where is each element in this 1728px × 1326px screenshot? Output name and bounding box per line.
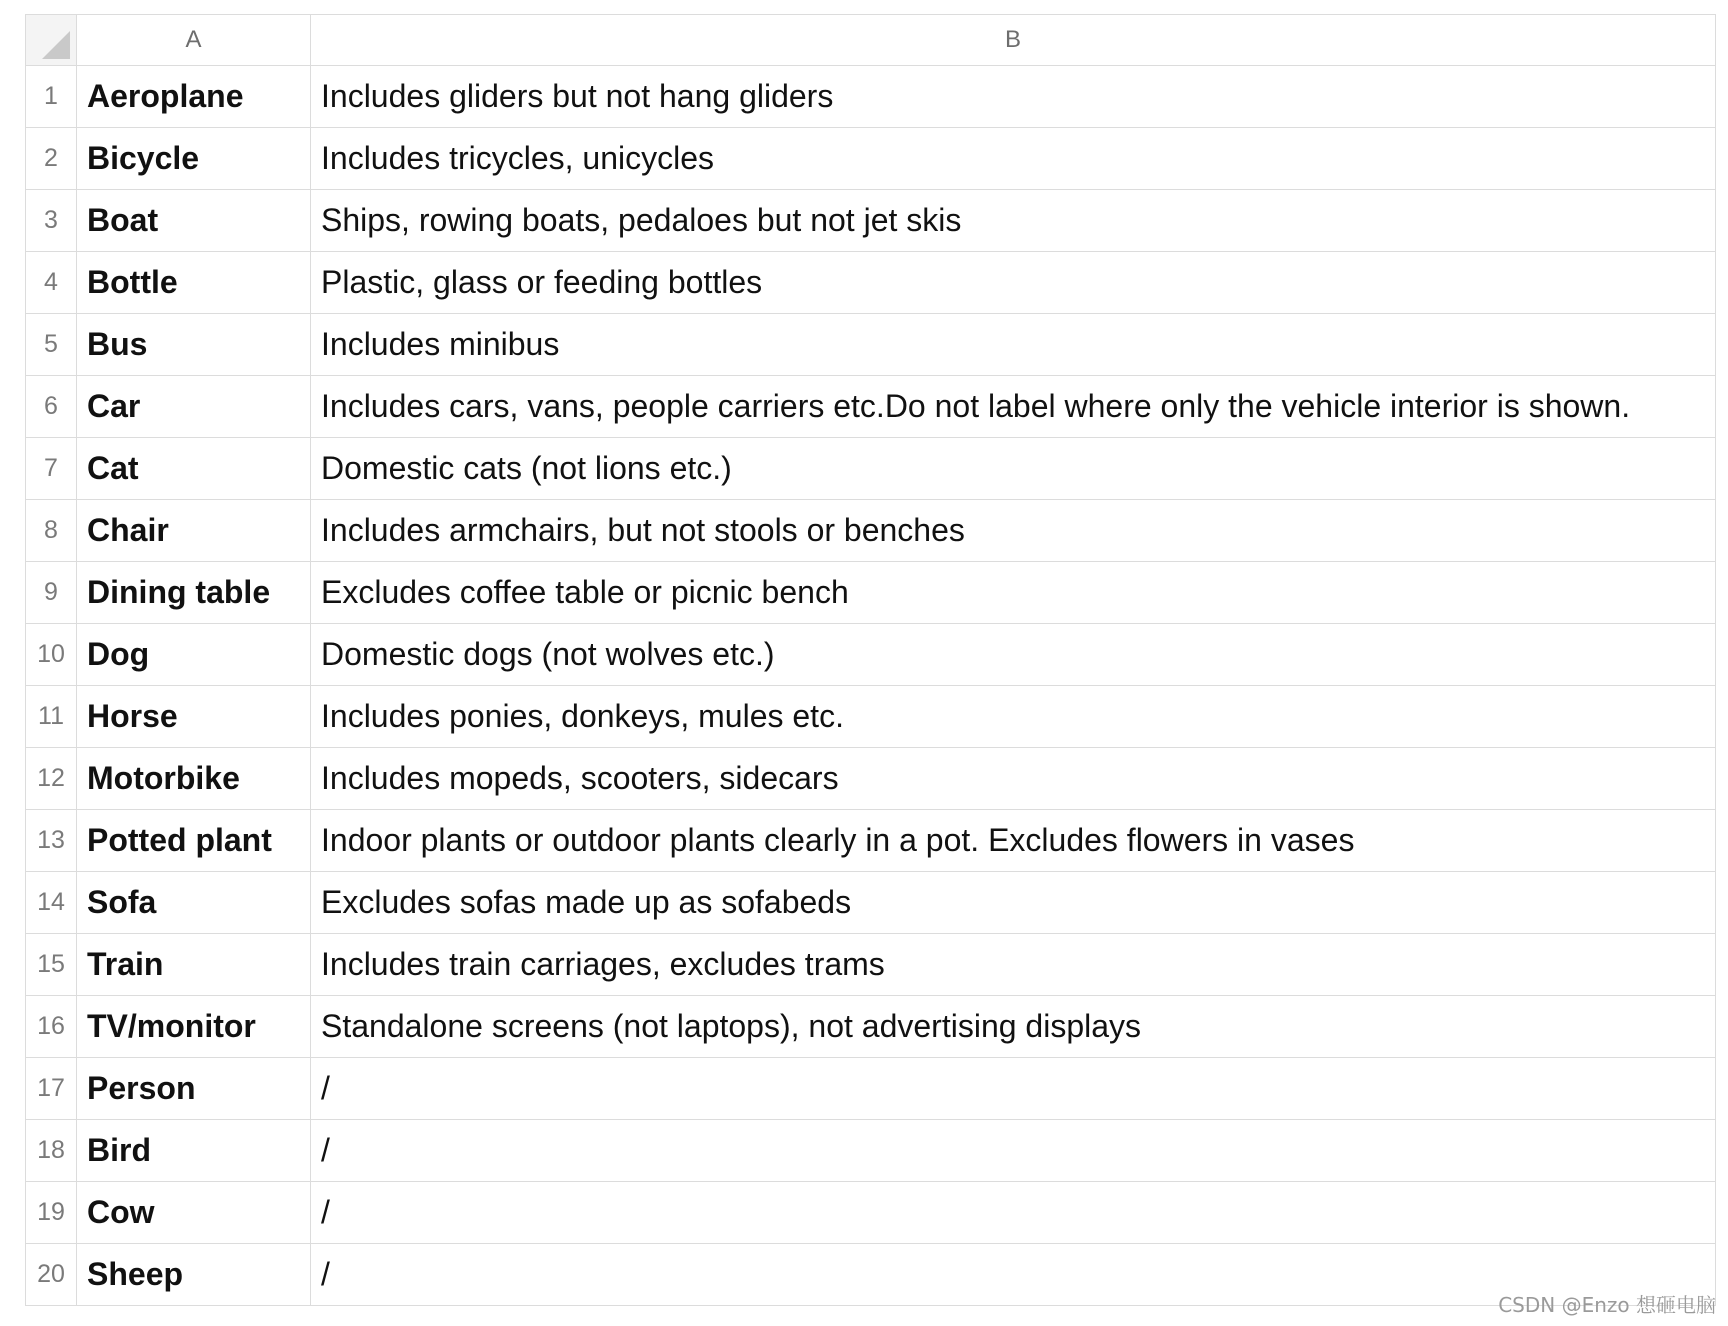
cell-class-name[interactable]: Bottle bbox=[77, 252, 311, 314]
table-row bbox=[26, 376, 1716, 438]
row-header[interactable]: 15 bbox=[26, 934, 77, 996]
cell-description[interactable]: / bbox=[311, 1058, 1716, 1120]
row-header[interactable]: 16 bbox=[26, 996, 77, 1058]
cell-description[interactable]: Includes armchairs, but not stools or benches bbox=[311, 500, 1716, 562]
table-row bbox=[26, 314, 1716, 376]
column-header-b[interactable]: B bbox=[311, 15, 1716, 66]
cell-description[interactable]: Ships, rowing boats, pedaloes but not jet skis bbox=[311, 190, 1716, 252]
table-row bbox=[26, 252, 1716, 314]
table-row bbox=[26, 686, 1716, 748]
watermark: CSDN @Enzo 想砸电脑 bbox=[1498, 1293, 1716, 1317]
cell-class-name[interactable]: Bus bbox=[77, 314, 311, 376]
row-header[interactable]: 4 bbox=[26, 252, 77, 314]
row-header[interactable]: 13 bbox=[26, 810, 77, 872]
cell-class-name[interactable]: Sheep bbox=[77, 1244, 311, 1306]
spreadsheet-grid bbox=[25, 14, 1716, 1306]
cell-class-name[interactable]: Person bbox=[77, 1058, 311, 1120]
table-row bbox=[26, 66, 1716, 128]
cell-description[interactable]: / bbox=[311, 1120, 1716, 1182]
column-header-row bbox=[26, 15, 1716, 66]
table-row bbox=[26, 1058, 1716, 1120]
cell-description[interactable]: Standalone screens (not laptops), not advertising displays bbox=[311, 996, 1716, 1058]
row-header[interactable]: 6 bbox=[26, 376, 77, 438]
row-header[interactable]: 18 bbox=[26, 1120, 77, 1182]
cell-class-name[interactable]: Chair bbox=[77, 500, 311, 562]
table-row bbox=[26, 934, 1716, 996]
cell-class-name[interactable]: Horse bbox=[77, 686, 311, 748]
select-all-triangle-icon bbox=[42, 31, 70, 59]
row-header[interactable]: 20 bbox=[26, 1244, 77, 1306]
cell-class-name[interactable]: Motorbike bbox=[77, 748, 311, 810]
row-header[interactable]: 19 bbox=[26, 1182, 77, 1244]
table-row bbox=[26, 748, 1716, 810]
cell-description[interactable]: Includes mopeds, scooters, sidecars bbox=[311, 748, 1716, 810]
cell-class-name[interactable]: TV/monitor bbox=[77, 996, 311, 1058]
cell-description[interactable]: Excludes sofas made up as sofabeds bbox=[311, 872, 1716, 934]
cell-class-name[interactable]: Bicycle bbox=[77, 128, 311, 190]
table-row bbox=[26, 810, 1716, 872]
row-header[interactable]: 1 bbox=[26, 66, 77, 128]
cell-description[interactable]: Includes cars, vans, people carriers etc.Do not label where only the vehicle interior is shown. bbox=[311, 376, 1716, 438]
cell-description[interactable]: / bbox=[311, 1182, 1716, 1244]
cell-class-name[interactable]: Car bbox=[77, 376, 311, 438]
table-row bbox=[26, 190, 1716, 252]
column-header-a[interactable]: A bbox=[77, 15, 311, 66]
row-header[interactable]: 3 bbox=[26, 190, 77, 252]
table-row bbox=[26, 500, 1716, 562]
row-header[interactable]: 17 bbox=[26, 1058, 77, 1120]
table-row bbox=[26, 1120, 1716, 1182]
cell-class-name[interactable]: Boat bbox=[77, 190, 311, 252]
row-header[interactable]: 12 bbox=[26, 748, 77, 810]
table-row bbox=[26, 128, 1716, 190]
cell-class-name[interactable]: Cat bbox=[77, 438, 311, 500]
cell-description[interactable]: Includes minibus bbox=[311, 314, 1716, 376]
cell-description[interactable]: Excludes coffee table or picnic bench bbox=[311, 562, 1716, 624]
cell-description[interactable]: / bbox=[311, 1244, 1716, 1306]
cell-description[interactable]: Indoor plants or outdoor plants clearly in a pot. Excludes flowers in vases bbox=[311, 810, 1716, 872]
table-row bbox=[26, 872, 1716, 934]
cell-class-name[interactable]: Potted plant bbox=[77, 810, 311, 872]
cell-description[interactable]: Includes ponies, donkeys, mules etc. bbox=[311, 686, 1716, 748]
row-header[interactable]: 5 bbox=[26, 314, 77, 376]
cell-class-name[interactable]: Sofa bbox=[77, 872, 311, 934]
cell-description[interactable]: Domestic dogs (not wolves etc.) bbox=[311, 624, 1716, 686]
table-row bbox=[26, 624, 1716, 686]
row-header[interactable]: 8 bbox=[26, 500, 77, 562]
cell-class-name[interactable]: Cow bbox=[77, 1182, 311, 1244]
cell-class-name[interactable]: Dog bbox=[77, 624, 311, 686]
cell-class-name[interactable]: Bird bbox=[77, 1120, 311, 1182]
table-row bbox=[26, 438, 1716, 500]
cell-class-name[interactable]: Dining table bbox=[77, 562, 311, 624]
row-header[interactable]: 7 bbox=[26, 438, 77, 500]
cell-description[interactable]: Domestic cats (not lions etc.) bbox=[311, 438, 1716, 500]
cell-description[interactable]: Includes train carriages, excludes trams bbox=[311, 934, 1716, 996]
row-header[interactable]: 2 bbox=[26, 128, 77, 190]
table-row bbox=[26, 1244, 1716, 1306]
table-row bbox=[26, 1182, 1716, 1244]
cell-description[interactable]: Includes gliders but not hang gliders bbox=[311, 66, 1716, 128]
row-header[interactable]: 11 bbox=[26, 686, 77, 748]
table-row bbox=[26, 996, 1716, 1058]
grid-body bbox=[26, 66, 1716, 1306]
select-all-corner[interactable] bbox=[26, 15, 77, 66]
row-header[interactable]: 9 bbox=[26, 562, 77, 624]
cell-description[interactable]: Includes tricycles, unicycles bbox=[311, 128, 1716, 190]
cell-class-name[interactable]: Train bbox=[77, 934, 311, 996]
row-header[interactable]: 10 bbox=[26, 624, 77, 686]
cell-description[interactable]: Plastic, glass or feeding bottles bbox=[311, 252, 1716, 314]
cell-class-name[interactable]: Aeroplane bbox=[77, 66, 311, 128]
table-row bbox=[26, 562, 1716, 624]
row-header[interactable]: 14 bbox=[26, 872, 77, 934]
